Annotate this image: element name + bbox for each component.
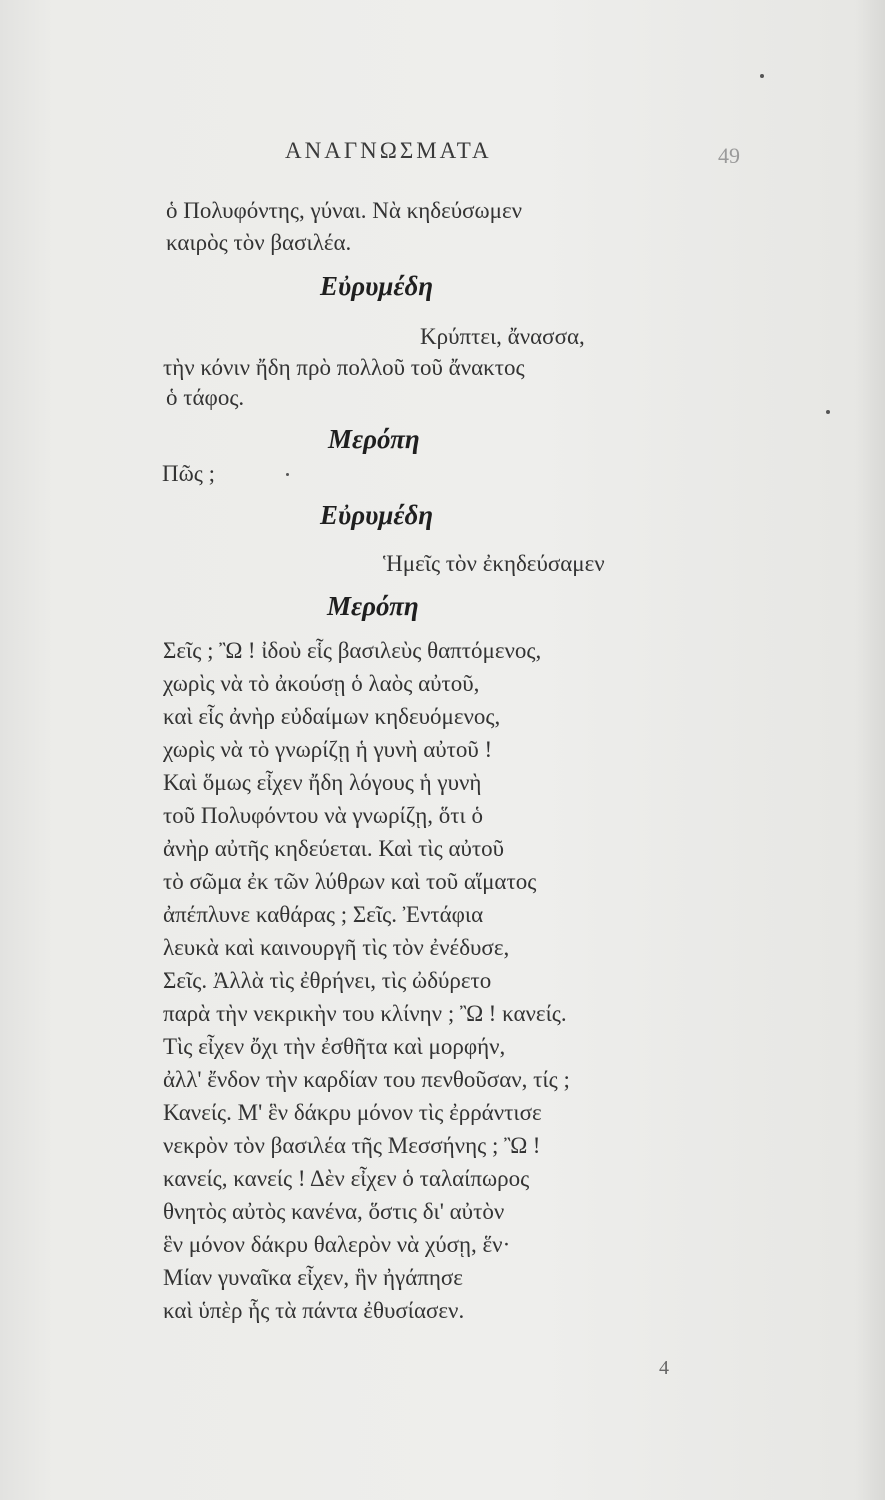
text-line: τὴν κόνιν ἤδη πρὸ πολλοῦ τοῦ ἄνακτος [163, 355, 525, 380]
text-line: καὶ εἷς ἀνὴρ εὐδαίμων κηδευόμενος, [163, 704, 501, 729]
text-line: τὸ σῶμα ἐκ τῶν λύθρων καὶ τοῦ αἵματος [163, 869, 537, 894]
text-line: Κρύπτει, ἄνασσα, [420, 324, 585, 349]
text-line: τοῦ Πολυφόντου νὰ γνωρίζῃ, ὅτι ὁ [163, 803, 483, 828]
text-line: ἀνὴρ αὐτῆς κηδεύεται. Καὶ τὶς αὐτοῦ [163, 836, 505, 861]
page-edge-shadow [855, 0, 885, 1500]
text-line: χωρὶς νὰ τὸ ἀκούσῃ ὁ λαὸς αὐτοῦ, [163, 671, 480, 696]
text-line: ἓν μόνον δάκρυ θαλερὸν νὰ χύσῃ, ἕν· [163, 1232, 511, 1257]
running-title: ΑΝΑΓΝΩΣΜΑΤΑ [285, 138, 492, 163]
text-line: λευκὰ καὶ καινουργῆ τὶς τὸν ἐνέδυσε, [163, 935, 510, 960]
text-line: Σεῖς ; Ὢ ! ἰδοὺ εἷς βασιλεὺς θαπτόμενος, [163, 638, 542, 663]
text-line: καιρὸς τὸν βασιλέα. [166, 230, 352, 255]
speck [286, 473, 289, 476]
speaker-name: Μερόπη [327, 591, 419, 621]
text-line: ὁ Πολυφόντης, γύναι. Νὰ κηδεύσωμεν [166, 198, 523, 223]
signature-mark: 4 [659, 1357, 669, 1379]
speaker-name: Εὐρυμέδη [320, 271, 434, 301]
speaker-name: Εὐρυμέδη [320, 500, 434, 530]
text-line: ἀπέπλυνε καθάρας ; Σεῖς. Ἐντάφια [163, 902, 484, 927]
speck [760, 74, 764, 78]
text-line: Ἡμεῖς τὸν ἐκηδεύσαμεν [383, 551, 605, 576]
text-line: χωρὶς νὰ τὸ γνωρίζῃ ἡ γυνὴ αὐτοῦ ! [163, 737, 493, 762]
text-line: Πῶς ; [162, 461, 215, 486]
text-line: ὁ τάφος. [166, 385, 245, 410]
text-line: καὶ ὑπὲρ ἧς τὰ πάντα ἐθυσίασεν. [163, 1298, 465, 1323]
text-line: Καὶ ὅμως εἶχεν ἤδη λόγους ἡ γυνὴ [163, 770, 482, 795]
text-line: κανείς, κανείς ! Δὲν εἶχεν ὁ ταλαίπωρος [163, 1166, 530, 1191]
text-line: Κανείς. Μ' ἓν δάκρυ μόνον τὶς ἐρράντισε [163, 1100, 542, 1125]
text-line: Σεῖς. Ἀλλὰ τὶς ἐθρήνει, τὶς ὠδύρετο [163, 968, 492, 993]
text-line: νεκρὸν τὸν βασιλέα τῆς Μεσσήνης ; Ὢ ! [163, 1133, 541, 1158]
speaker-name: Μερόπη [328, 424, 420, 454]
text-line: ἀλλ' ἔνδον τὴν καρδίαν του πενθοῦσαν, τίς ; [163, 1067, 570, 1092]
text-line: θνητὸς αὐτὸς κανένα, ὅστις δι' αὐτὸν [163, 1199, 505, 1224]
text-line: παρὰ τὴν νεκρικὴν του κλίνην ; Ὢ ! κανείς. [163, 1001, 567, 1026]
page-number: 49 [718, 143, 740, 168]
text-line: Τὶς εἶχεν ὄχι τὴν ἐσθῆτα καὶ μορφήν, [163, 1034, 506, 1059]
text-line: Μίαν γυναῖκα εἶχεν, ἣν ἠγάπησε [163, 1265, 463, 1290]
speck [826, 410, 830, 414]
